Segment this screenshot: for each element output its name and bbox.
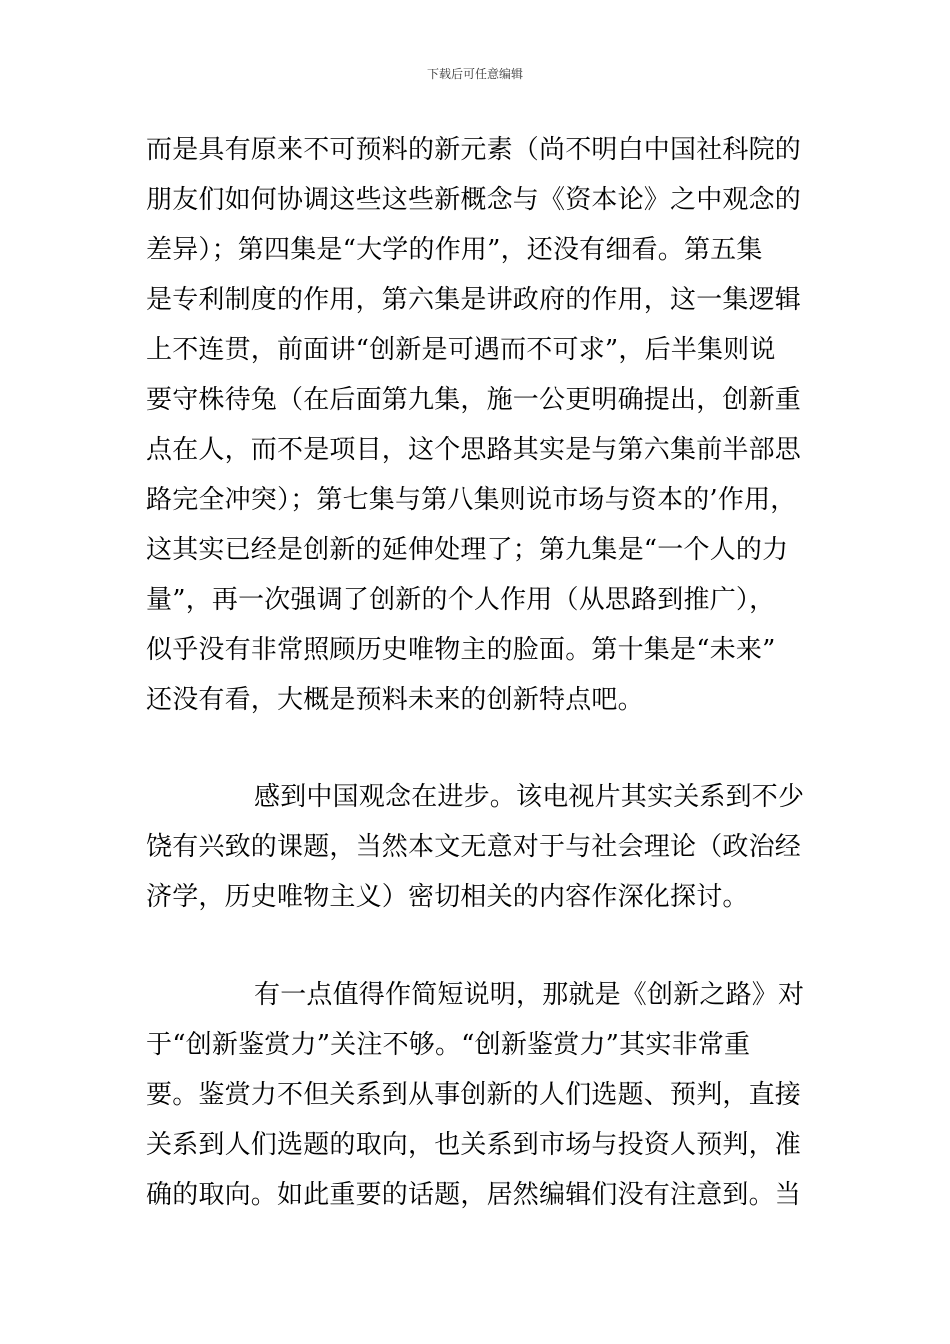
paragraph-2 — [146, 772, 810, 922]
text-line: 上不连贯，前面讲“创新是可遇而不可求”，后半集则说 — [146, 335, 776, 365]
text-line: 确的取向。如此重要的话题，居然编辑们没有注意到。当 — [146, 1180, 802, 1210]
text-line: 济学，历史唯物主义）密切相关的内容作深化探讨。 — [146, 882, 749, 912]
text-line: 感到中国观念在进步。该电视片其实关系到不少 — [254, 782, 805, 812]
text-line: 差异）；第四集是“大学的作用”，还没有细看。第五集 — [146, 235, 763, 265]
text-line: 朋友们如何协调这些这些新概念与《资本论》之中观念的 — [146, 185, 802, 215]
text-line: 是专利制度的作用，第六集是讲政府的作用，这一集逻辑 — [146, 285, 802, 315]
text-line: 关系到人们选题的取向，也关系到市场与投资人预判，准 — [146, 1130, 802, 1160]
text-line: 饶有兴致的课题，当然本文无意对于与社会理论（政治经 — [146, 832, 802, 862]
text-line: 还没有看，大概是预料未来的创新特点吧。 — [146, 685, 644, 715]
text-line: 于“创新鉴赏力”关注不够。“创新鉴赏力”其实非常重 — [146, 1030, 751, 1060]
text-line: 有一点值得作简短说明，那就是《创新之路》对 — [254, 980, 805, 1010]
page-header: 下载后可任意编辑 — [426, 67, 523, 81]
text-line: 点在人，而不是项目，这个思路其实是与第六集前半部思 — [146, 435, 802, 465]
text-line: 而是具有原来不可预料的新元素（尚不明白中国社科院的 — [146, 135, 802, 165]
text-line: 路完全冲突）；第七集与第八集则说市场与资本的’作用， — [146, 485, 797, 515]
text-line: 似乎没有非常照顾历史唯物主的脸面。第十集是“未来” — [146, 635, 776, 665]
text-line: 这其实已经是创新的延伸处理了；第九集是“一个人的力 — [146, 535, 789, 565]
text-line: 要。鉴赏力不但关系到从事创新的人们选题、预判，直接 — [146, 1080, 802, 1110]
paragraph-3 — [146, 970, 810, 1220]
paragraph-1 — [146, 125, 810, 725]
text-line: 要守株待兔（在后面第九集，施一公更明确提出，创新重 — [146, 385, 802, 415]
text-line: 量”，再一次强调了创新的个人作用（从思路到推广）， — [146, 585, 776, 615]
